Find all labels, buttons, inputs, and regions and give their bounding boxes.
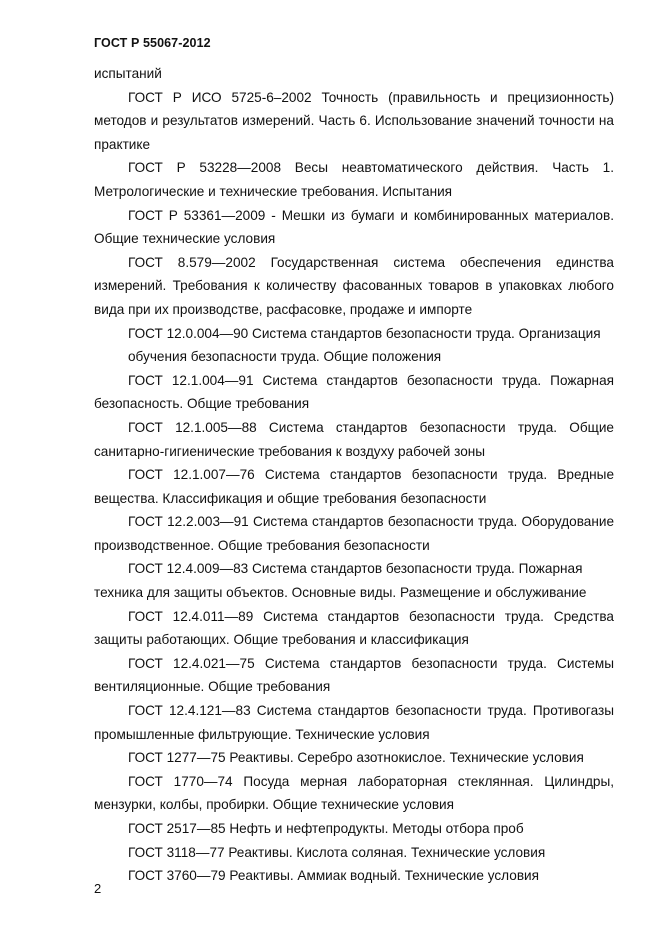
reference-paragraph: ГОСТ Р 53228—2008 Весы неавтоматического действия. Часть 1. Метрологические и технические требования. Испытания [94, 160, 614, 199]
reference-paragraph: ГОСТ 1770—74 Посуда мерная лабораторная стеклянная. Цилиндры, мензурки, колбы, пробирки. Общие технические условия [94, 773, 614, 813]
document-header: ГОСТ Р 55067-2012 [94, 36, 211, 50]
reference-paragraph: ГОСТ 12.4.121—83 Система стандартов безопасности труда. Противогазы промышленные фильтрующие. Технические условия [94, 703, 614, 742]
reference-paragraph: ГОСТ 12.4.009—83 Система стандартов безопасности труда. Пожарная техника для защиты объектов. Основные виды. Размещение и обслуживание [94, 561, 587, 601]
reference-paragraph: ГОСТ 3118—77 Реактивы. Кислота соляная. Технические условия [128, 844, 546, 860]
reference-paragraph: обучения безопасности труда. Общие положения [128, 349, 442, 365]
reference-paragraph: ГОСТ 12.2.003—91 Система стандартов безопасности труда. Оборудование производственное. Общие требования безопасности [94, 514, 614, 553]
reference-paragraph: ГОСТ Р 53361—2009 - Мешки из бумаги и комбинированных материалов. Общие технические условия [94, 207, 614, 247]
reference-paragraph: ГОСТ 8.579—2002 Государственная система обеспечения единства измерений. Требования к количеству фасованных товаров в упаковках любого вида при их производстве, расфасовке, продаже и импорте [94, 254, 614, 317]
reference-paragraph: ГОСТ 1277—75 Реактивы. Серебро азотнокислое. Технические условия [128, 750, 584, 766]
reference-paragraph: ГОСТ 12.0.004—90 Система стандартов безопасности труда. Организация [128, 325, 601, 341]
references-list [94, 62, 614, 888]
reference-paragraph: ГОСТ 12.4.021—75 Система стандартов безопасности труда. Системы вентиляционные. Общие требования [94, 655, 614, 695]
reference-paragraph: ГОСТ 3760—79 Реактивы. Аммиак водный. Технические условия [128, 868, 540, 884]
reference-paragraph: ГОСТ Р ИСО 5725-6–2002 Точность (правильность и прецизионность) методов и результатов измерений. Часть 6. Использование значений точности на практике [94, 89, 614, 152]
page-number: 2 [94, 881, 102, 896]
reference-paragraph: ГОСТ 12.1.004—91 Система стандартов безопасности труда. Пожарная безопасность. Общие требования [94, 372, 614, 412]
reference-paragraph: ГОСТ 2517—85 Нефть и нефтепродукты. Методы отбора проб [128, 821, 524, 836]
reference-paragraph: ГОСТ 12.4.011—89 Система стандартов безопасности труда. Средства защиты работающих. Общие требования и классификация [94, 608, 614, 648]
reference-paragraph: испытаний [94, 66, 162, 81]
reference-paragraph: ГОСТ 12.1.007—76 Система стандартов безопасности труда. Вредные вещества. Классификация и общие требования безопасности [94, 467, 614, 506]
reference-paragraph: ГОСТ 12.1.005—88 Система стандартов безопасности труда. Общие санитарно-гигиенические требования к воздуху рабочей зоны [94, 419, 614, 459]
